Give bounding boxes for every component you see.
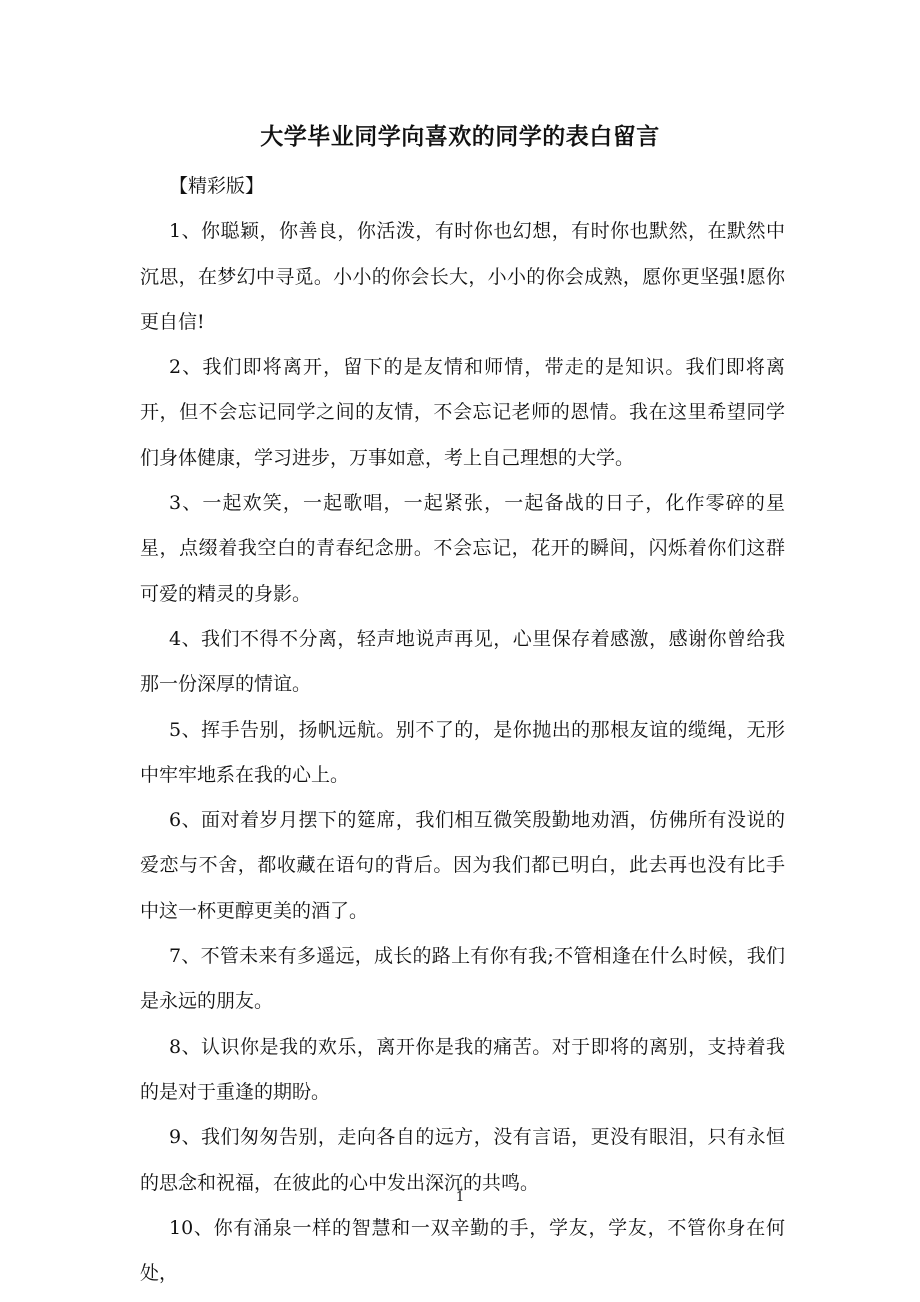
edition-label: 【精彩版】 [169,175,265,197]
message-paragraph-3: 3、一起欢笑，一起歌唱，一起紧张，一起备战的日子，化作零碎的星星，点缀着我空白的青春纪念册。不会忘记，花开的瞬间，闪烁着你们这群可爱的精灵的身影。 [140,492,785,605]
message-paragraph-6: 6、面对着岁月摆下的筵席，我们相互微笑殷勤地劝酒，仿佛所有没说的爱恋与不舍，都收藏在语句的背后。因为我们都已明白，此去再也没有比手中这一杯更醇更美的酒了。 [140,809,785,922]
message-paragraph-7: 7、不管未来有多遥远，成长的路上有你有我;不管相逢在什么时候，我们是永远的朋友。 [140,945,785,1013]
document-body [140,164,785,1296]
page-number: 1 [455,1190,465,1205]
message-paragraph-2: 2、我们即将离开，留下的是友情和师情，带走的是知识。我们即将离开，但不会忘记同学之间的友情，不会忘记老师的恩情。我在这里希望同学们身体健康，学习进步，万事如意，考上自己理想的大学。 [140,356,785,469]
message-paragraph-1: 1、你聪颖，你善良，你活泼，有时你也幻想，有时你也默然，在默然中沉思，在梦幻中寻觅。小小的你会长大，小小的你会成熟，愿你更坚强!愿你更自信! [140,220,785,333]
message-paragraph-10: 10、你有涌泉一样的智慧和一双辛勤的手，学友，学友，不管你身在何处， [140,1216,785,1285]
message-paragraph-8: 8、认识你是我的欢乐，离开你是我的痛苦。对于即将的离别，支持着我的是对于重逢的期盼。 [140,1035,785,1103]
document-title: 大学毕业同学向喜欢的同学的表白留言 [260,124,660,150]
message-paragraph-9: 9、我们匆匆告别，走向各自的远方，没有言语，更没有眼泪，只有永恒的思念和祝福，在彼此的心中发出深沉的共鸣。 [140,1126,785,1194]
message-paragraph-5: 5、挥手告别，扬帆远航。别不了的，是你抛出的那根友谊的缆绳，无形中牢牢地系在我的心上。 [140,718,785,786]
message-paragraph-4: 4、我们不得不分离，轻声地说声再见，心里保存着感激，感谢你曾给我那一份深厚的情谊。 [140,627,785,696]
